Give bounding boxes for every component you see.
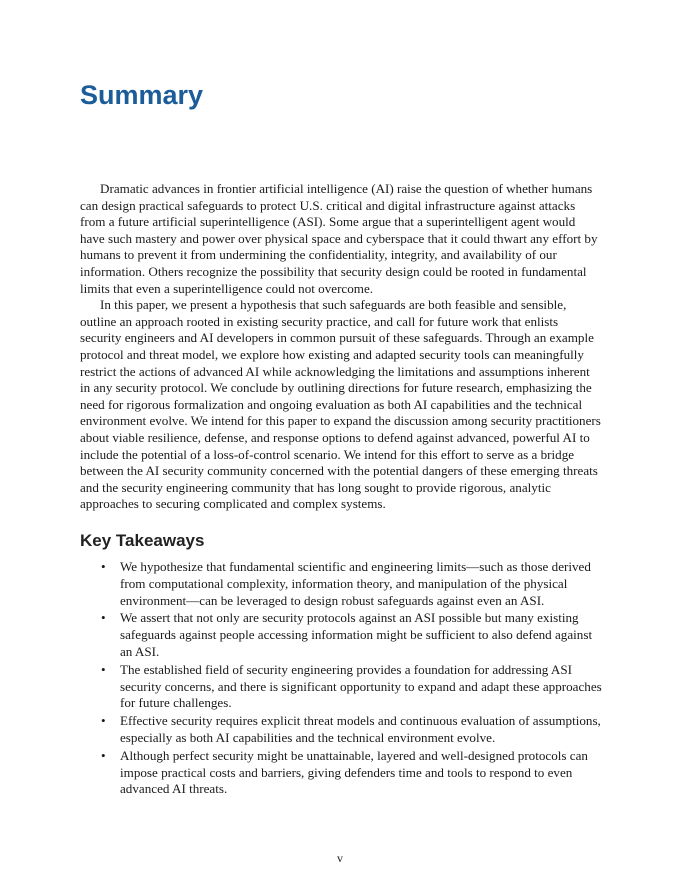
- bullet-icon: •: [101, 713, 106, 729]
- summary-body: [80, 181, 602, 513]
- bullet-icon: •: [101, 559, 106, 574]
- list-item: [80, 610, 602, 660]
- key-takeaways-list: [80, 559, 602, 799]
- list-item-text: The established field of security engineering provides a foundation for addressing ASI security concerns, and there is significant opportunity to expand and adapt these approaches for future challenges.: [120, 661, 602, 711]
- bullet-icon: •: [101, 661, 106, 677]
- bullet-icon: •: [101, 610, 106, 626]
- bullet-icon: •: [101, 747, 106, 763]
- list-item-text: We assert that not only are security protocols against an ASI possible but many existing safeguards against people accessing information might be sufficient to also defend against an ASI.: [120, 610, 593, 659]
- list-item-text: Effective security requires explicit threat models and continuous evaluation of assumptions, especially as both AI capabilities and the technical environment evolve.: [120, 713, 601, 745]
- list-item: [80, 662, 602, 712]
- key-takeaways-heading: Key Takeaways: [80, 531, 205, 550]
- list-item: [80, 748, 602, 798]
- paragraph: In this paper, we present a hypothesis that such safeguards are both feasible and sensible, outline an approach rooted in existing security practice, and call for future work that enlists security engineers and AI developers in common pursuit of these safeguards. Through an example protocol and threat model, we explore how existing and adapted security tools can meaningfully restrict the actions of advanced AI while acknowledging the limitations and assumptions inherent in any security protocol. We conclude by outlining directions for future research, emphasizing the need for rigorous formalization and ongoing evaluation as both AI capabilities and the technical environment evolve. We intend for this paper to expand the discussion among security practitioners about viable resilience, defense, and response options to defend against advanced, powerful AI to include the potential of a loss-of-control scenario. We intend for this effort to serve as a bridge between the AI security community concerned with the potential dangers of these emerging threats and the security engineering community that has long sought to provide rigorous, analytic approaches to securing complicated and complex systems.: [80, 297, 601, 512]
- page-title: Summary: [80, 80, 204, 110]
- list-item-text: Although perfect security might be unattainable, layered and well-designed protocols can impose practical costs and barriers, giving defenders time and tools to respond to even advanced AI threats.: [120, 747, 588, 797]
- paragraph: Dramatic advances in frontier artificial intelligence (AI) raise the question of whether humans can design practical safeguards to protect U.S. critical and digital infrastructure against attacks from a future artificial superintelligence (ASI). Some argue that a superintelligent agent would have such mastery and power over physical space and cyberspace that it could thwart any effort by humans to prevent it from undermining the confidentiality, integrity, and availability of our information. Others recognize the possibility that security design could be rooted in fundamental limits that even a superintelligence could not overcome.: [80, 181, 598, 296]
- list-item-text: We hypothesize that fundamental scientific and engineering limits—such as those derived from computational complexity, information theory, and manipulation of the physical environment—can be leveraged to design robust safeguards against even an ASI.: [120, 559, 591, 608]
- list-item: [80, 559, 602, 609]
- page-number: v: [337, 851, 343, 865]
- list-item: [80, 713, 602, 747]
